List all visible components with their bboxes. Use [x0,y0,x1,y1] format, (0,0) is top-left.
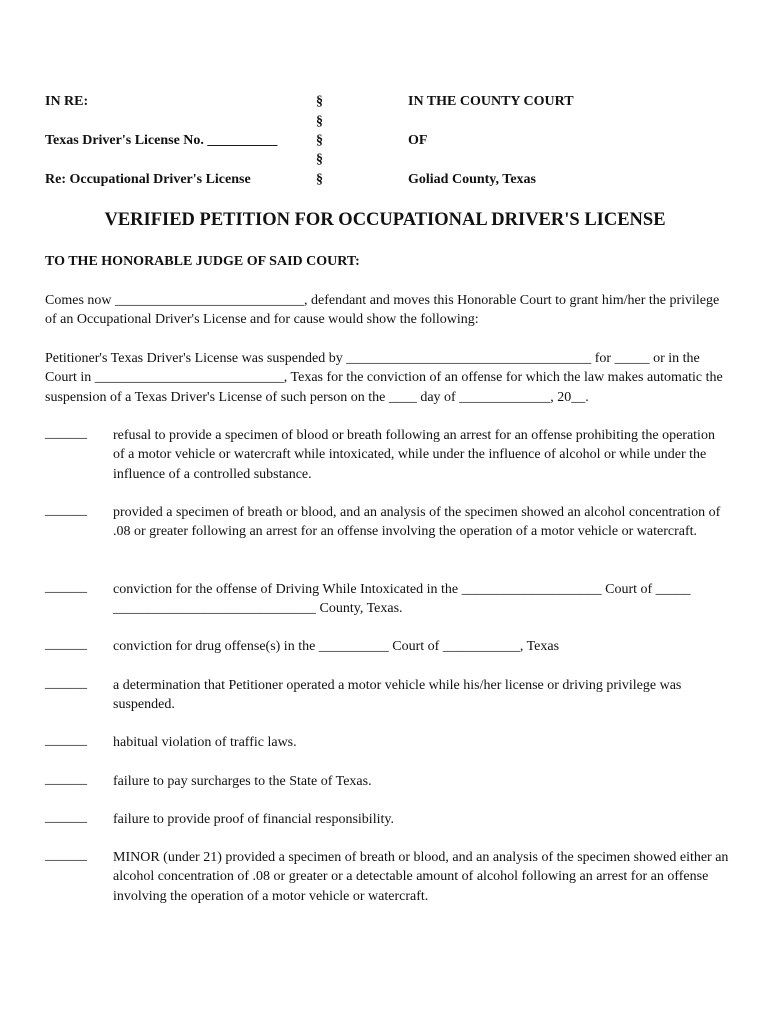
suspension-paragraph: Petitioner's Texas Driver's License was suspended by ___________________________________ for _____ or in the Court in ___________________________, Texas for the conviction of an offense for which the law makes automatic the suspension of a Texas Driver's License of such person on the ____ day of _____________, 20__. [45,351,723,405]
checkbox-blank[interactable]: ______ [45,426,87,441]
checkbox-blank[interactable]: ______ [45,848,87,863]
checklist-item-specimen: provided a specimen of breath or blood, and an analysis of the specimen showed an alcohol concentration of .08 or greater following an arrest for an offense involving the operation of a motor vehicle or watercraft. [113,505,721,540]
section-mark: § [316,133,323,148]
comes-now-paragraph: Comes now ___________________________, defendant and moves this Honorable Court to grant him/her the privilege of an Occupational Driver's License and for cause would show the following: [45,293,720,328]
checkbox-blank[interactable]: ______ [45,733,87,748]
section-mark: § [316,172,323,187]
in-re-label: IN RE: [45,94,89,109]
checklist-item-habitual: habitual violation of traffic laws. [113,735,297,750]
checklist-item-surcharges: failure to pay surcharges to the State of Texas. [113,774,372,789]
re-occupational-line: Re: Occupational Driver's License [45,172,251,187]
checkbox-blank[interactable]: ______ [45,503,87,518]
court-of-line: OF [408,133,428,148]
checkbox-blank[interactable]: ______ [45,810,87,825]
license-number-line: Texas Driver's License No. __________ [45,133,278,148]
section-mark: § [316,152,323,167]
section-mark: § [316,114,323,129]
section-mark: § [316,94,323,109]
court-county-line: Goliad County, Texas [408,172,536,187]
checklist-item-drug: conviction for drug offense(s) in the __________ Court of ___________, Texas [113,639,560,654]
checkbox-blank[interactable]: ______ [45,676,87,691]
checkbox-blank[interactable]: ______ [45,580,87,595]
court-name-line: IN THE COUNTY COURT [408,94,574,109]
salutation: TO THE HONORABLE JUDGE OF SAID COURT: [45,254,360,269]
checklist-item-refusal: refusal to provide a specimen of blood or breath following an arrest for an offense prohibiting the operation of a motor vehicle or watercraft while intoxicated, while under the influence of alcohol or while under the influence of a controlled substance. [113,428,715,482]
document-title: VERIFIED PETITION FOR OCCUPATIONAL DRIVER'S LICENSE [104,210,666,230]
checkbox-blank[interactable]: ______ [45,637,87,652]
checklist-item-minor: MINOR (under 21) provided a specimen of breath or blood, and an analysis of the specimen showed either an alcohol concentration of .08 or greater or a detectable amount of alcohol following an arrest for an offense involving the operation of a motor vehicle or watercraft. [113,850,729,904]
checkbox-blank[interactable]: ______ [45,772,87,787]
checklist-item-suspended-driving: a determination that Petitioner operated a motor vehicle while his/her license or driving privilege was suspended. [113,678,682,713]
checklist-item-dwi: conviction for the offense of Driving While Intoxicated in the ____________________ Court of _____ _____________________________ County, Texas. [113,582,691,617]
checklist-item-financial: failure to provide proof of financial responsibility. [113,812,394,827]
